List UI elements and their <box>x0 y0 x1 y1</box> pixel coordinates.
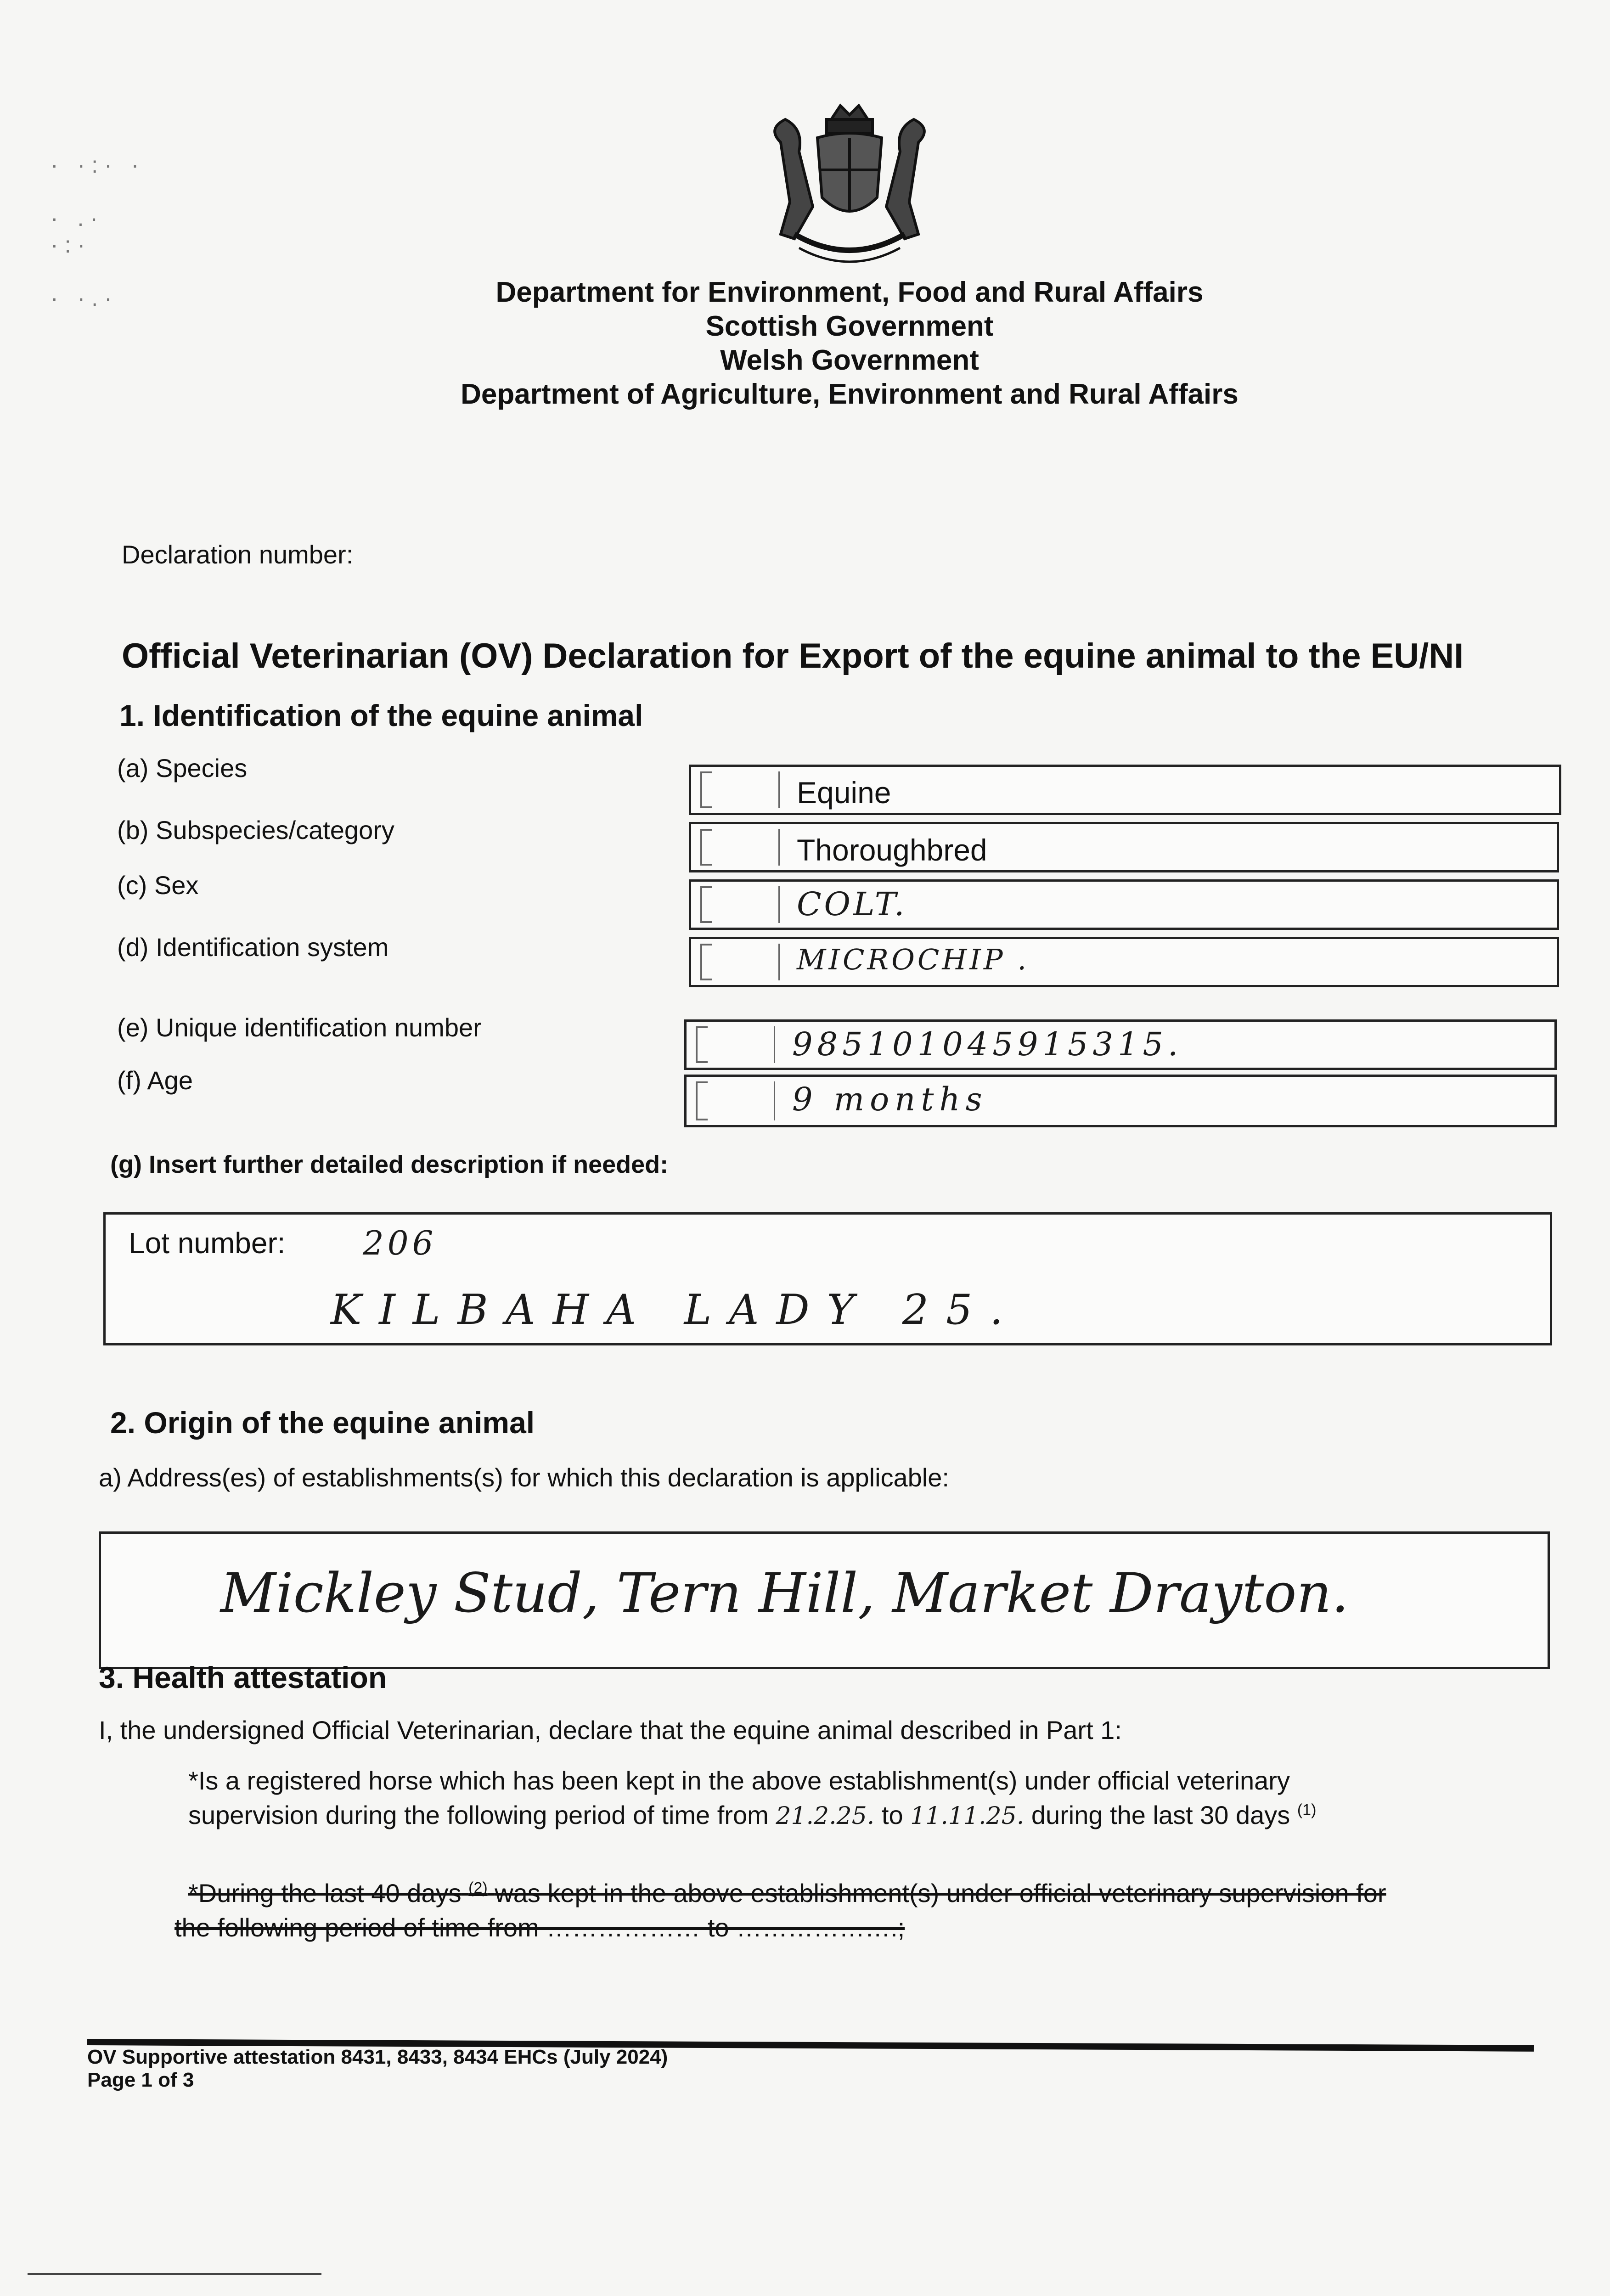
footnote-2: (2) <box>468 1879 488 1897</box>
further-description-label: (g) Insert further detailed description if needed: <box>110 1151 669 1178</box>
subspecies-field[interactable] <box>689 822 1559 872</box>
identification-system-value: MICROCHIP . <box>797 943 1030 976</box>
age-field[interactable] <box>684 1075 1557 1127</box>
address-label: a) Address(es) of establishments(s) for which this declaration is applicable: <box>99 1463 949 1492</box>
health-para-2-line-1 <box>188 1878 1386 1908</box>
royal-coat-of-arms-icon <box>753 101 946 276</box>
species-label: (a) Species <box>117 754 248 782</box>
unique-id-label: (e) Unique identification number <box>117 1013 482 1042</box>
health-intro: I, the undersigned Official Veterinarian, declare that the equine animal described in Part 1: <box>99 1716 1122 1745</box>
date-to-value: 11.11.25. <box>910 1802 1025 1830</box>
further-description-field[interactable] <box>103 1212 1552 1345</box>
sex-label: (c) Sex <box>117 871 199 900</box>
identification-system-field[interactable] <box>689 937 1559 987</box>
footer-attestation: OV Supportive attestation 8431, 8433, 8434 EHCs (July 2024) <box>87 2046 668 2068</box>
unique-id-field[interactable] <box>684 1019 1557 1070</box>
last-40-days-text: *During the last 40 days <box>188 1879 462 1908</box>
dam-name-value: KILBAHA LADY 25. <box>331 1286 1020 1334</box>
health-para-1-line-2 <box>188 1800 1316 1830</box>
age-value: 9 months <box>792 1080 988 1118</box>
lot-number-label: Lot number: <box>129 1227 286 1260</box>
authority-scottish-government: Scottish Government <box>705 310 994 342</box>
footnote-1: (1) <box>1297 1801 1317 1819</box>
age-label: (f) Age <box>117 1066 193 1095</box>
scan-specks: · ·:· · · .· ·:· · ·.· <box>51 152 146 311</box>
unique-id-value: 985101045915315. <box>792 1025 1183 1063</box>
declaration-number-label: Declaration number: <box>122 540 354 569</box>
sex-value: COLT. <box>797 885 907 923</box>
lot-number-value: 206 <box>363 1224 437 1262</box>
bottom-edge-rule <box>28 2273 321 2275</box>
document-title: Official Veterinarian (OV) Declaration for Export of the equine animal to the EU/NI <box>122 636 1464 675</box>
species-field[interactable] <box>689 765 1561 815</box>
footer-page-number: Page 1 of 3 <box>87 2069 194 2091</box>
section-2-heading: 2. Origin of the equine animal <box>110 1406 535 1440</box>
identification-system-label: (d) Identification system <box>117 933 389 962</box>
address-value: Mickley Stud, Tern Hill, Market Drayton. <box>220 1561 1349 1625</box>
subspecies-value: Thoroughbred <box>797 833 987 867</box>
to-word: to <box>881 1801 903 1829</box>
authority-daera: Department of Agriculture, Environment and Rural Affairs <box>461 378 1238 410</box>
section-3-heading: 3. Health attestation <box>99 1660 387 1694</box>
authority-welsh-government: Welsh Government <box>720 344 979 376</box>
period-text: supervision during the following period of time from <box>188 1801 769 1829</box>
supervision-text: was kept in the above establishment(s) under official veterinary supervision for <box>495 1879 1386 1908</box>
health-para-2-line-2: the following period of time from ……………… to ……………….; <box>175 1913 905 1942</box>
last-30-days-text: during the last 30 days <box>1031 1801 1290 1829</box>
subspecies-label: (b) Subspecies/category <box>117 816 394 844</box>
sex-field[interactable] <box>689 879 1559 930</box>
address-field[interactable] <box>99 1531 1550 1669</box>
health-para-1-line-1: *Is a registered horse which has been kept in the above establishment(s) under official veterinary <box>188 1766 1290 1795</box>
date-from-value: 21.2.25. <box>776 1802 875 1830</box>
authority-defra: Department for Environment, Food and Rural Affairs <box>495 276 1204 308</box>
species-value: Equine <box>797 776 891 810</box>
section-1-heading: 1. Identification of the equine animal <box>119 698 643 732</box>
